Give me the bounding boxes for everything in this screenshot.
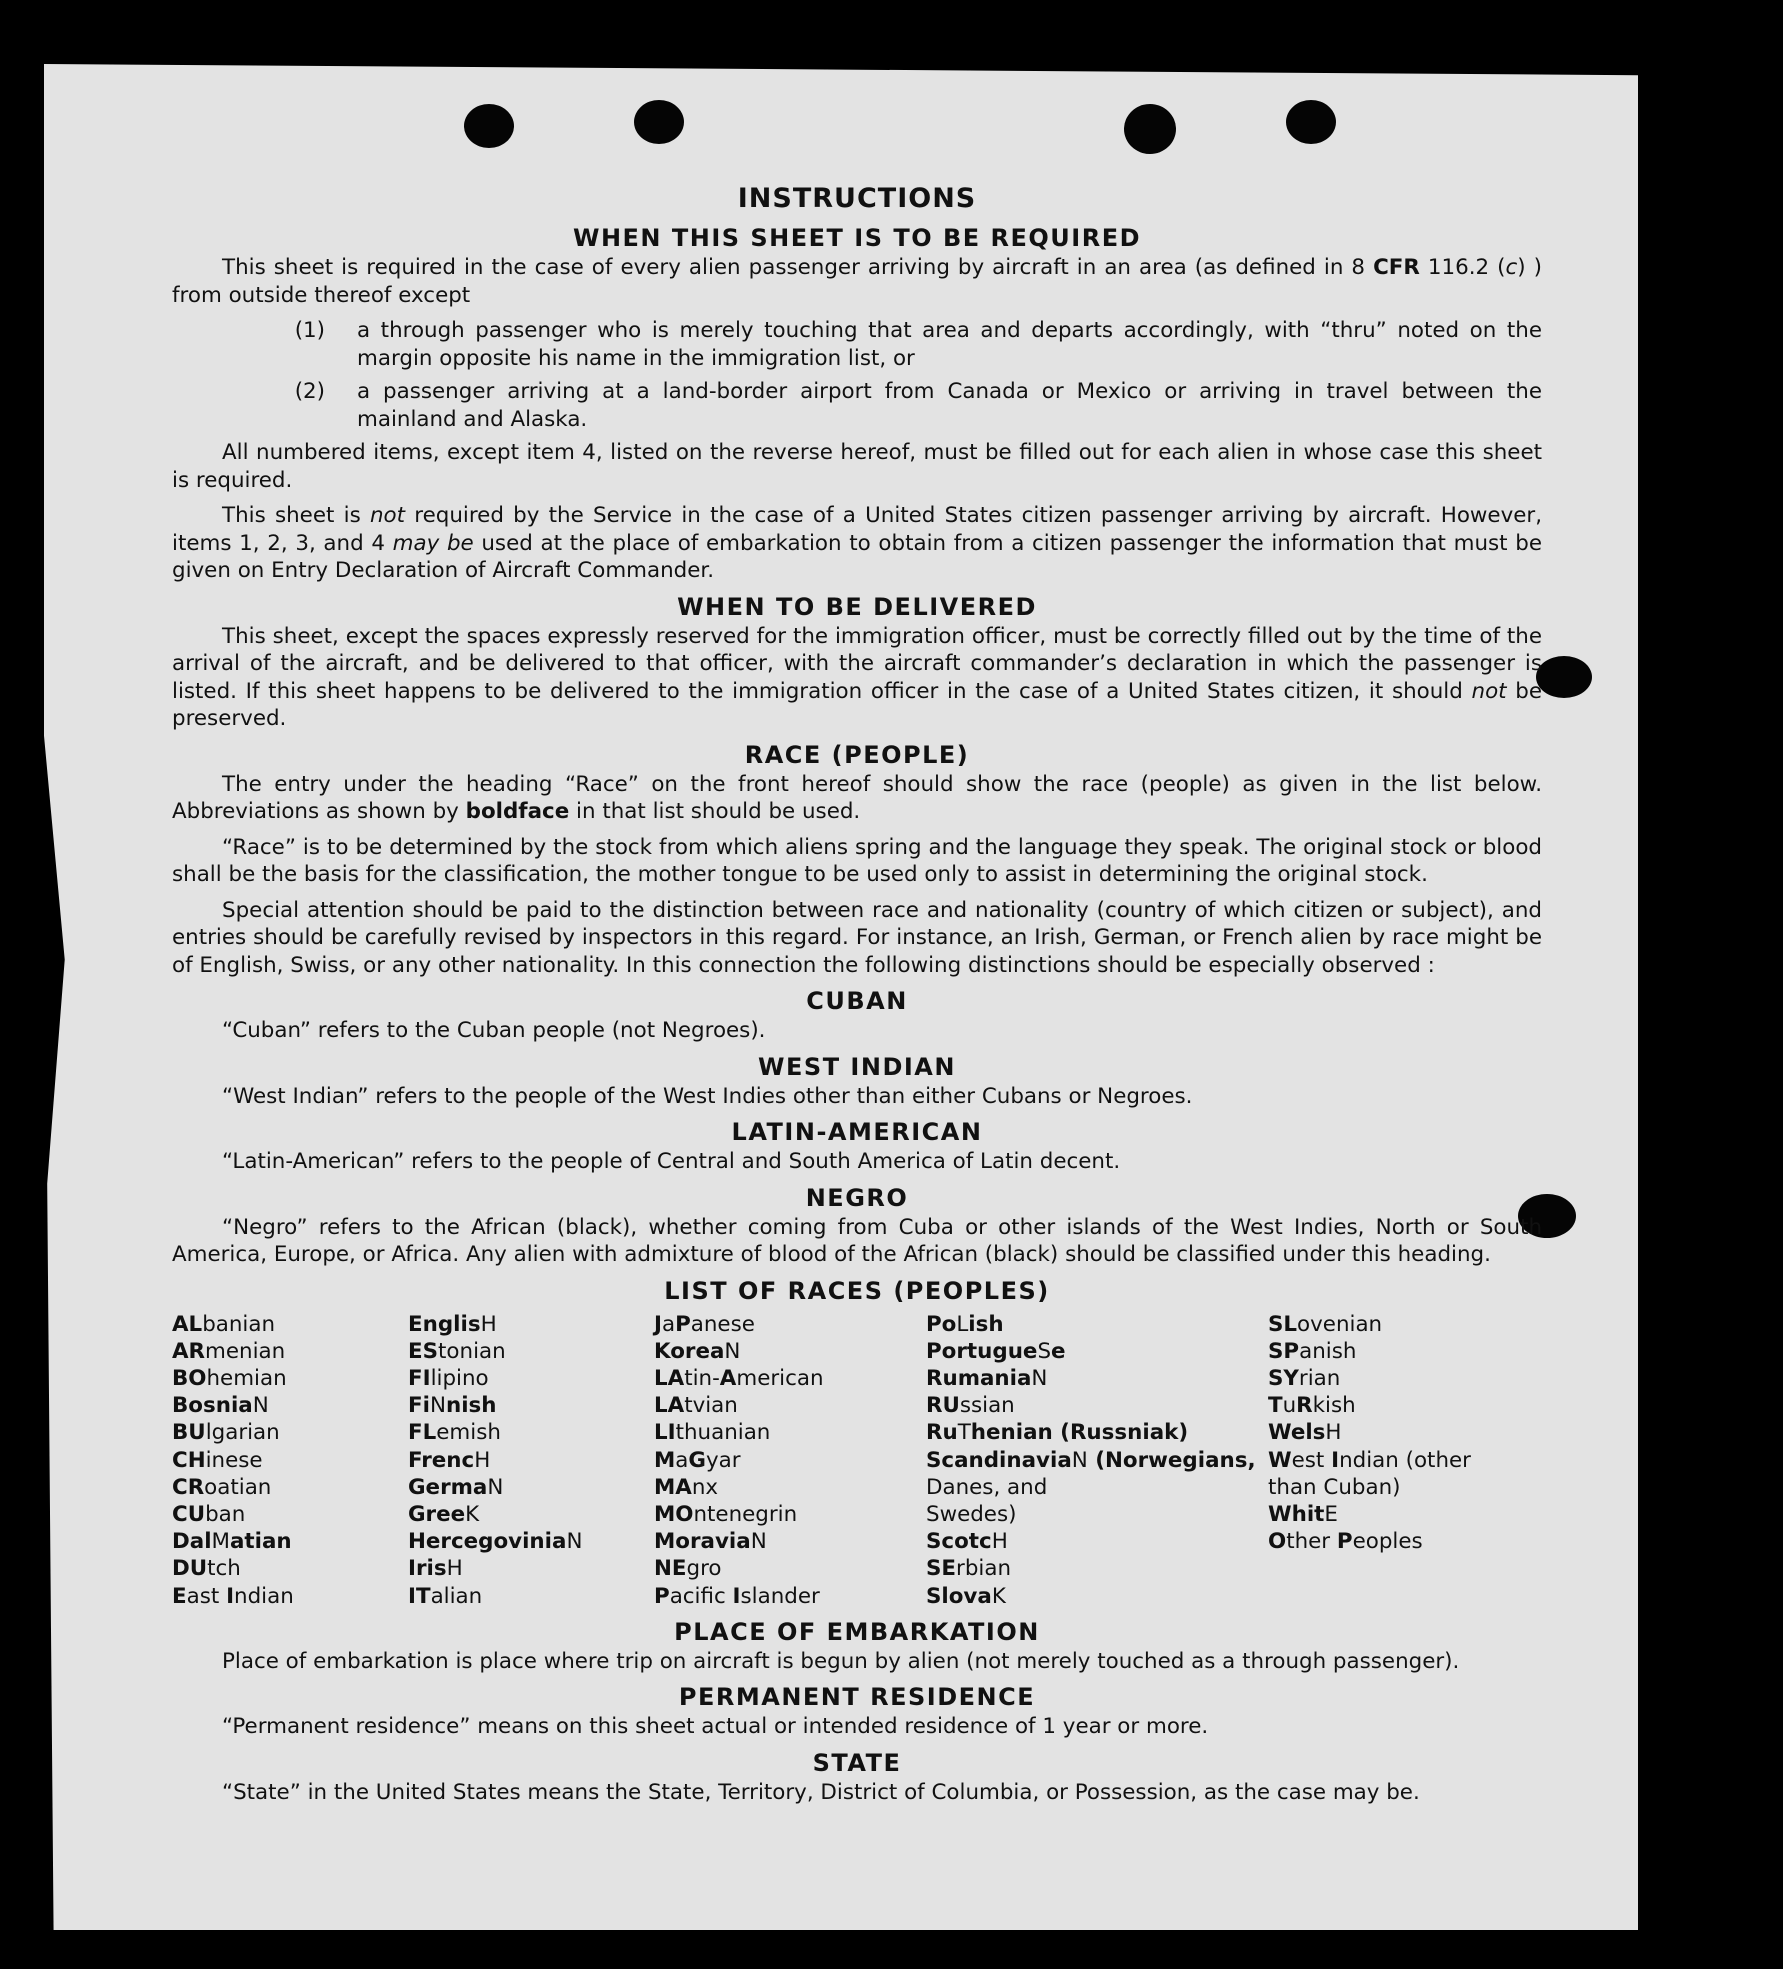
paragraph: Place of embarkation is place where trip on aircraft is begun by alien (not merely touched as a through passenger). [222,1648,1460,1674]
race-entry: DalMatian [172,1529,292,1555]
paragraph: This sheet is not required by the Service in the case of a United States citizen passenger arriving by aircraft. However, items 1, 2, 3, and 4 may be used at the place of embarkation to obtain from a citizen passenger the information that must be given on Entry Declaration of Aircraft Commander. [172,503,1542,583]
race-entry: RumaniaN [926,1365,1048,1391]
race-entry: LAtin-American [654,1365,824,1391]
race-entry: JaPanese [654,1311,755,1337]
race-entry: ScandinaviaN (Norwegians, [926,1447,1256,1473]
race-entry: RuThenian (Russniak) [926,1420,1189,1446]
section-heading-state: STATE [812,1748,902,1777]
race-column [926,1311,1268,1610]
section-heading-race: RACE (PEOPLE) [744,740,970,769]
race-entry: FiNnish [408,1393,497,1419]
paragraph: “West Indian” refers to the people of the West Indies other than either Cubans or Negroes. [222,1083,1193,1109]
punch-hole [1124,104,1176,154]
page-title: INSTRUCTIONS [737,183,977,214]
race-entry: Pacific Islander [654,1583,820,1609]
paragraph: “Cuban” refers to the Cuban people (not Negroes). [222,1018,766,1043]
race-entry: CRoatian [172,1474,272,1500]
section-heading-west-indian: WEST INDIAN [758,1052,956,1081]
race-entry: FLemish [408,1420,501,1446]
section-heading-cuban: CUBAN [806,987,908,1015]
paragraph: “Race” is to be determined by the stock from which aliens spring and the language they speak. The original stock or blood shall be the basis for the classification, the mother tongue to be used only to assist in determining the original stock. [172,834,1542,887]
race-entry: PoLish [926,1311,1004,1337]
race-entry: CHinese [172,1447,263,1473]
race-entry: KoreaN [654,1338,741,1364]
race-entry: Other Peoples [1268,1529,1423,1555]
instructions-content [172,180,1542,1814]
race-column [654,1311,926,1610]
paragraph: This sheet, except the spaces expressly reserved for the immigration officer, must be correctly filled out by the time of the arrival of the aircraft, and be delivered to that officer, with the aircraft commander’s declaration in which the passenger is listed. If this sheet happens to be delivered to the immigration officer in the case of a United States citizen, it should not be preserved. [172,623,1542,731]
race-entry: SYrian [1268,1365,1341,1391]
race-entry: SLovenian [1268,1311,1383,1337]
race-entry: EnglisH [408,1311,497,1337]
section-heading-latin-american: LATIN-AMERICAN [731,1118,983,1146]
race-entry: EStonian [408,1338,506,1364]
race-entry: FrencH [408,1447,491,1473]
race-entry: WelsH [1268,1420,1342,1446]
race-entry: WhitE [1268,1501,1338,1527]
list-item: (1) a through passenger who is merely touching that area and departs accordingly, with “thru” noted on the margin opposite his name in the immigration list, or [294,318,1542,371]
punch-hole [464,104,514,148]
race-entry: LAtvian [654,1393,738,1419]
race-entry: TuRkish [1268,1393,1356,1419]
punch-hole [1286,100,1336,144]
punch-hole [1536,656,1592,698]
race-entry: DUtch [172,1556,241,1582]
race-entry: SPanish [1268,1338,1357,1364]
race-entry: PortugueSe [926,1338,1066,1364]
race-entry: ScotcH [926,1529,1008,1555]
paragraph: All numbered items, except item 4, listed on the reverse hereof, must be filled out for each alien in whose case this sheet is required. [172,440,1542,493]
race-entry: LIthuanian [654,1420,771,1446]
race-entry: IrisH [408,1556,463,1582]
race-entry: BosniaN [172,1393,269,1419]
race-entry: CUban [172,1501,246,1527]
race-column [172,1311,408,1610]
race-entry: ITalian [408,1583,483,1609]
race-entry: MOntenegrin [654,1501,798,1527]
race-column [1268,1311,1528,1610]
race-entry: RUssian [926,1393,1015,1419]
race-column [408,1311,654,1610]
race-entry: West Indian (other [1268,1447,1471,1473]
race-entry: MaGyar [654,1447,741,1473]
races-list [172,1311,1542,1610]
section-heading-required: WHEN THIS SHEET IS TO BE REQUIRED [572,224,1142,252]
race-entry: HercegoviniaN [408,1529,583,1555]
race-entry: GreeK [408,1501,480,1527]
race-entry: ARmenian [172,1338,286,1364]
section-heading-embarkation: PLACE OF EMBARKATION [674,1617,1040,1646]
section-heading-residence: PERMANENT RESIDENCE [678,1683,1036,1712]
race-entry: NEgro [654,1556,722,1582]
race-entry: SErbian [926,1556,1012,1582]
paragraph: “State” in the United States means the State, Territory, District of Columbia, or Possession, as the case may be. [222,1779,1420,1805]
paragraph: The entry under the heading “Race” on the front hereof should show the race (people) as given in the list below. Abbreviations as shown by boldface in that list should be used. [172,771,1542,824]
punch-hole [634,100,684,144]
paragraph: “Permanent residence” means on this sheet actual or intended residence of 1 year or more. [222,1714,1209,1740]
race-entry: BUlgarian [172,1420,280,1446]
section-heading-delivered: WHEN TO BE DELIVERED [677,592,1037,621]
paragraph: “Latin-American” refers to the people of Central and South America of Latin decent. [222,1149,1121,1174]
list-item: (2) a passenger arriving at a land-border airport from Canada or Mexico or arriving in travel between the mainland and Alaska. [294,379,1542,432]
race-entry: SlovaK [926,1583,1006,1609]
race-entry: FIlipino [408,1365,489,1391]
paragraph: “Negro” refers to the African (black), whether coming from Cuba or other islands of the West Indies, North or South America, Europe, or Africa. Any alien with admixture of blood of the African (black) should be classified under this heading. [172,1214,1542,1267]
section-heading-negro: NEGRO [805,1183,909,1212]
paragraph: This sheet is required in the case of every alien passenger arriving by aircraft in an area (as defined in 8 CFR 116.2 (c) ) from outside thereof except [172,255,1542,308]
race-entry: than Cuban) [1268,1474,1401,1500]
section-heading-list-of-races: LIST OF RACES (PEOPLES) [664,1276,1050,1305]
race-entry: Danes, and [926,1474,1048,1500]
race-entry: East Indian [172,1583,294,1609]
race-entry: MoraviaN [654,1529,767,1555]
paragraph: Special attention should be paid to the distinction between race and nationality (country of which citizen or subject), and entries should be carefully revised by inspectors in this regard. For instance, an Irish, German, or French alien by race might be of English, Swiss, or any other nationality. In this connection the following distinctions should be especially observed : [172,897,1542,978]
race-entry: BOhemian [172,1365,287,1391]
race-entry: GermaN [408,1474,504,1500]
race-entry: Swedes) [926,1501,1017,1527]
race-entry: ALbanian [172,1311,276,1337]
race-entry: MAnx [654,1474,719,1500]
